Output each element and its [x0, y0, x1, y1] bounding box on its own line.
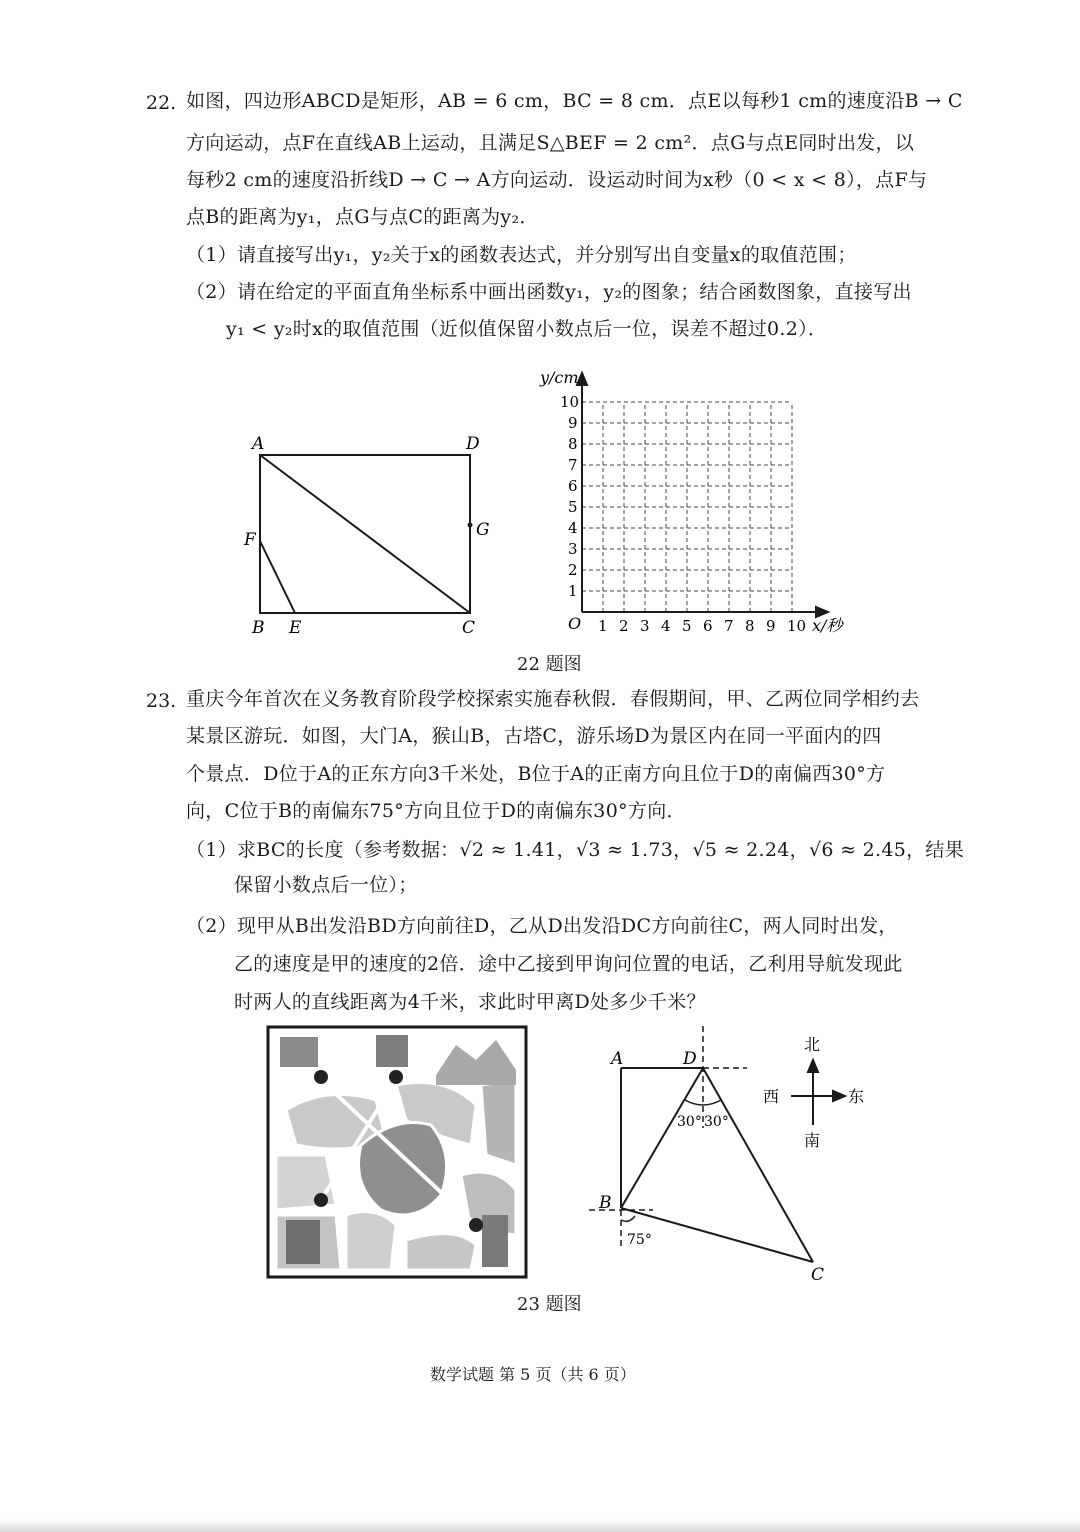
x-axis-label: x/秒	[812, 616, 843, 635]
q22-line-1: 如图，四边形ABCD是矩形，AB = 6 cm，BC = 8 cm．点E以每秒1 cm的速度沿B → C	[186, 90, 963, 112]
label-e: E	[289, 618, 302, 638]
map-dot-b	[314, 1193, 328, 1207]
y-tick-label: 7	[568, 456, 578, 474]
q23-scenic-map	[266, 1025, 528, 1280]
x-tick-label: 8	[745, 617, 755, 635]
x-tick-label: 3	[640, 617, 650, 635]
q22-line-2: 方向运动，点F在直线AB上运动，且满足S△BEF = 2 cm²．点G与点E同时出发，以	[186, 132, 915, 154]
label-c: C	[811, 1265, 825, 1285]
x-tick-label: 9	[766, 617, 776, 635]
q23-part1-line-1: （1）求BC的长度（参考数据：√2 ≈ 1.41，√3 ≈ 1.73，√5 ≈ 2.24，√6 ≈ 2.45，结果	[186, 839, 965, 861]
angle-label-left: 30°	[677, 1114, 702, 1130]
compass-south: 南	[804, 1131, 821, 1150]
angle-label-b: 75°	[627, 1232, 652, 1248]
y-tick-label: 9	[568, 414, 578, 432]
x-tick-label: 1	[598, 617, 608, 635]
label-g: G	[476, 520, 490, 540]
page-footer: 数学试题 第 5 页（共 6 页）	[430, 1365, 636, 1384]
map-dot-a	[314, 1070, 328, 1084]
angle-label-right: 30°	[704, 1114, 729, 1130]
label-f: F	[244, 530, 256, 550]
compass-north: 北	[804, 1035, 821, 1054]
q23-geometry-figure	[585, 1020, 895, 1290]
y-tick-label: 10	[560, 393, 580, 411]
y-axis-label: y/cm	[540, 368, 579, 387]
y-tick-label: 6	[568, 477, 578, 495]
compass-east: 东	[848, 1087, 865, 1106]
label-d: D	[683, 1049, 697, 1069]
y-tick-label: 4	[568, 519, 578, 537]
q22-line-4: 点B的距离为y₁，点G与点C的距离为y₂．	[186, 206, 539, 228]
label-a: A	[611, 1049, 624, 1069]
q23-part2-line-2: 乙的速度是甲的速度的2倍．途中乙接到甲询问位置的电话，乙利用导航发现此	[234, 953, 903, 975]
y-tick-label: 3	[568, 540, 578, 558]
label-c: C	[462, 618, 476, 638]
q22-caption: 22 题图	[517, 654, 582, 675]
x-tick-label: 7	[724, 617, 734, 635]
label-b: B	[599, 1193, 612, 1213]
compass-west: 西	[763, 1087, 780, 1106]
segment-fe	[260, 541, 295, 613]
q22-part1: （1）请直接写出y₁，y₂关于x的函数表达式，并分别写出自变量x的取值范围；	[186, 244, 857, 266]
x-tick-label: 10	[787, 617, 807, 635]
q22-rectangle-figure	[240, 425, 500, 640]
map-dot-d	[389, 1070, 403, 1084]
y-tick-label: 5	[568, 498, 578, 516]
segment-bd	[621, 1068, 703, 1208]
label-d: D	[466, 434, 480, 454]
q22-coordinate-grid	[530, 365, 850, 640]
q23-line-2: 某景区游玩．如图，大门A，猴山B，古塔C，游乐场D为景区内在同一平面内的四	[186, 725, 882, 747]
q23-caption: 23 题图	[517, 1294, 582, 1315]
x-tick-label: 6	[703, 617, 713, 635]
segment-dc	[703, 1068, 813, 1262]
y-tick-label: 8	[568, 435, 578, 453]
q22-part2-line-1: （2）请在给定的平面直角坐标系中画出函数y₁，y₂的图象；结合函数图象，直接写出	[186, 281, 912, 303]
q23-number: 23.	[146, 690, 177, 712]
page-edge-shadow	[0, 1518, 1080, 1532]
x-tick-label: 5	[682, 617, 692, 635]
q23-line-4: 向，C位于B的南偏东75°方向且位于D的南偏东30°方向．	[186, 800, 686, 822]
label-a: A	[252, 434, 265, 454]
x-tick-label: 2	[619, 617, 629, 635]
q22-part2-line-2: y₁ < y₂时x的取值范围（近似值保留小数点后一位，误差不超过0.2）．	[226, 318, 828, 340]
origin-label: O	[568, 614, 582, 633]
q22-line-3: 每秒2 cm的速度沿折线D → C → A方向运动．设运动时间为x秒（0 < x < 8），点F与	[186, 169, 928, 191]
q22-number: 22.	[146, 92, 177, 114]
q23-line-3: 个景点．D位于A的正东方向3千米处，B位于A的正南方向且位于D的南偏西30°方	[186, 763, 886, 785]
y-tick-label: 1	[568, 582, 578, 600]
point-g	[468, 523, 473, 528]
y-tick-label: 2	[568, 561, 578, 579]
diagonal-ac	[260, 455, 470, 613]
label-b: B	[252, 618, 265, 638]
q23-part2-line-1: （2）现甲从B出发沿BD方向前往D，乙从D出发沿DC方向前往C，两人同时出发，	[186, 915, 898, 937]
map-dot-c	[469, 1218, 483, 1232]
q23-part1-line-2: 保留小数点后一位）；	[234, 874, 418, 896]
q23-part2-line-3: 时两人的直线距离为4千米，求此时甲离D处多少千米？	[234, 991, 706, 1013]
x-tick-label: 4	[661, 617, 671, 635]
q23-line-1: 重庆今年首次在义务教育阶段学校探索实施春秋假．春假期间，甲、乙两位同学相约去	[186, 688, 920, 710]
